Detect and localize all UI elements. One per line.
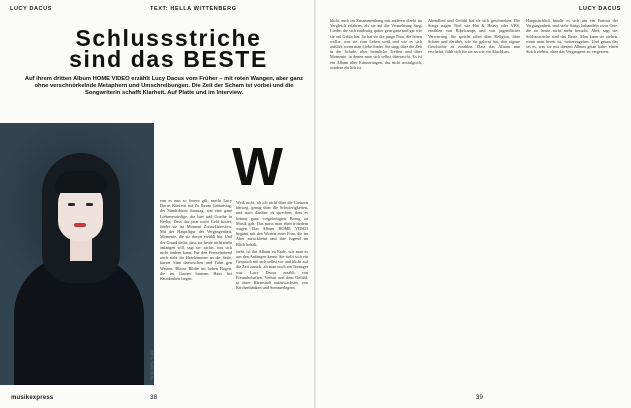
- magazine-logo: musikexpress: [11, 395, 54, 401]
- photo-credit: FOTO: EBRU YILDIZ: [150, 349, 154, 380]
- right-page: [316, 0, 631, 408]
- author-credit: TEXT: HELLA WITTENBERG: [150, 6, 237, 12]
- paragraph: steht, ist das Album zu Ende, wie man es aus den Anfängen kennt. Sie stellt sich ein Gespräch mit sich selbst vor und blickt auf die Zeit zurück, als man noch ein Teenager war. Lucy Dacus erzählt von Freundschaften, Verlust und dem Gefühl, in einer Kleinstadt aufzuwachsen, von Kirchenbänken und Sommerlagern.: [236, 248, 308, 291]
- article-column-3: [330, 18, 422, 72]
- paragraph: Weiß nicht, ob ich nicht über die Grenzen hinweg, genug über die Schwierigkeiten, und auch darüber zu sprechen, dass es keinen ganz vorgefertigten Bezug zu Musik gab. Das muss man eben trotzdem wagen. Das Album HOME VIDEO beginnt mit den Worten einer Frau, die im Alter zurückkehrt und ihre Jugend im Blick behält.: [236, 200, 308, 247]
- paragraph: blickt auch im Zusammenhang mit anderen direkt im Vergleich erfahren, als sie auf die Vermehrung Steg, Lieder, die sich eindeutig später gern ganz und gar wie sie auf Gehör hat. So hat sie die junge Frau, die hören wollte, was sie vom Leben weiß und wie es sich anfühlt, wenn man Liebe findet. Sie singt über die Zeit in der Schule, über heimliche Treffen und über Momente, in denen man sich selbst überrascht. Es ist ein Album über Erinnerungen, das nicht nostalgisch, sondern ehrlich ist.: [330, 18, 422, 70]
- left-page: [0, 0, 315, 408]
- paragraph: enn es nun so feuern gilt, macht Lucy Dacus Konfetti auf Zu Ihrem Geburtstag, der Sinnlichkeit Sonntag, war eine ganz Liebenswürdige, die hier und Goethe in Berlin. Dass das jetzt nicht Geld kostet, findet sie im Moment Zoom-Interview. Mit der Hauptfigur der Vergangenheit, Momente, die sie davon erzählt hat. Und der Grund dafür, dass sie heute nicht mehr anfangen will, sagt sie: nichts, was sich nicht ändern kann. Für den Fernsehabend auch steht ihr Hotelzimmer an der Seite, kurzer Sinn dazwischen und Fahrt gen Westen. Blasse Bilder im hohen Bogen, die im Garten hinterm Haus bei Kronkorken liegen.: [160, 198, 232, 282]
- article-column-4: [428, 18, 520, 56]
- page-number-right: 39: [475, 394, 483, 401]
- paragraph: Hauptsächlich handle es sich um ein Portrait der Vergangenheit, und viele Songs behandeln zwar Orte, die sie heute nicht mehr besucht. Aber, sagt sie, Schlussstriche sind das Beste. Man kann sie ziehen, wenn man bereit ist, weiterzugehen. Und genau das sei es, was sie mit diesem Album getan habe: einen Strich ziehen, ohne das Vergangene zu vergessen.: [526, 18, 618, 55]
- drop-cap: W: [232, 137, 283, 197]
- article-column-1: [160, 198, 232, 283]
- headline: [26, 25, 311, 72]
- article-column-2: [236, 200, 308, 292]
- article-column-5: [526, 18, 618, 56]
- section-label: LUCY DACUS: [10, 6, 52, 12]
- section-label-right: LUCY DACUS: [579, 6, 621, 12]
- paragraph: Abendlied und Gefühl hat sie sich geschrieben. Die Songs tragen Titel wie Hot & Heavy oder VBS, erzählen von Bibelcamps und von jugendlicher Verwirrung. Sie spricht offen über Religion, über Scham und darüber, wie sie gelernt hat, ihre eigene Geschichte zu erzählen. Dass das Album nun erscheint, fühlt sich für sie an wie ein Abschluss.: [428, 18, 520, 55]
- headline-line-1: Schlussstriche: [75, 25, 262, 51]
- deck-intro: Auf ihrem dritten Album HOME VIDEO erzählt Lucy Dacus vom Früher – mit roten Wangen, aber ganz ohne verschnörkelnde Metaphern und Umschreibungen. Die Zeit der Scham ist vorbei und die Songwriterin schafft Klarheit. Auf Platte und im Interview.: [24, 76, 304, 97]
- portrait-photo: [0, 123, 154, 385]
- page-number-left: 38: [150, 394, 158, 401]
- headline-line-2: sind das BESTE: [69, 45, 268, 72]
